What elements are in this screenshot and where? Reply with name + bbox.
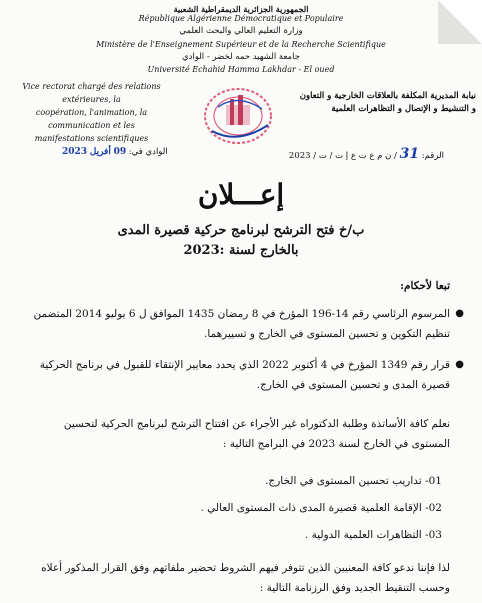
republic-ar: الجمهورية الجزائرية الديمقراطية الشعبية bbox=[173, 4, 309, 14]
list-item: 02- الإقامة العلمية قصيرة المدى ذات المستوى العالي . bbox=[200, 502, 442, 514]
date-month: أفريل bbox=[89, 147, 111, 157]
announcement-title: إعـــلان bbox=[197, 178, 285, 211]
paragraph-announcement: نعلم كافة الأساتذة وطلبة الدكتوراه غير الأجراء عن افتتاح الترشح لبرنامج الحركية لتحسين المستوى في الخارج لسنة 2023 في البرامج التالية : bbox=[63, 418, 450, 450]
bullet-icon: ● bbox=[455, 359, 464, 370]
republic-fr: République Algérienne Démocratique et Populaire bbox=[138, 14, 344, 23]
list-item: 03- التظاهرات العلمية الدولية . bbox=[304, 529, 442, 541]
ref-number: 31 bbox=[399, 146, 420, 162]
list-item: 01- تداريب تحسين المستوى في الخارج. bbox=[265, 475, 442, 487]
date-line bbox=[62, 147, 168, 157]
announcement-subtitle-1: ب/خ فتح الترشح لبرنامج حركية قصيرة المدى bbox=[117, 223, 365, 238]
date-day: 09 bbox=[113, 147, 127, 157]
according-to-heading: تبعا لأحكام: bbox=[400, 280, 450, 292]
date-prefix: الوادي في: bbox=[128, 147, 168, 157]
ministry-fr: Ministère de l'Enseignement Supérieur et de la Recherche Scientifique bbox=[96, 40, 386, 49]
announcement-subtitle-2: بالخارج لسنة :2023 bbox=[183, 243, 299, 258]
bullet-item-decree: ● المرسوم الرئاسي رقم 14-196 المؤرخ في 8 رمضان 1435 الموافق ل 6 يوليو 2014 المتضمن تنظيم التكوين و تحسين المستوى في الخارج و تسييرهما. bbox=[24, 304, 450, 344]
paragraph-invitation: لذا فإننا ندعو كافة المعنيين الذين تتوفر فيهم الشروط تحضير ملفاتهم وفق القرار المذكور أعلاه وحسب التنقيط الجديد وفق الرزنامة التالية : bbox=[41, 562, 450, 594]
bullet-icon: ● bbox=[455, 308, 464, 319]
university-seal-icon bbox=[198, 85, 278, 147]
vice-rectorate-fr: Vice rectorat chargé des relations extérieures, la coopération, l'animation, la communication et les manifestations scientifiques bbox=[22, 82, 161, 143]
ministry-ar: وزارة التعليم العالي والبحث العلمي bbox=[179, 26, 303, 36]
reference-line bbox=[289, 146, 444, 162]
vice-rectorate-ar: نيابة المديرية المكلفة بالعلاقات الخارجية و التعاون و التنشيط و الإتصال و التظاهرات العلمية bbox=[299, 91, 476, 114]
ref-prefix: الرقم: bbox=[421, 151, 444, 161]
ref-suffix: / ن م ع ت ع إ ت / ت / 2023 bbox=[288, 151, 397, 161]
bullet-item-resolution: ● قرار رقم 1349 المؤرخ في 4 أكتوبر 2022 الذي يحدد معايير الإنتقاء للقبول في برنامج الحركية قصيرة المدى و تحسين المستوى في الخارج. bbox=[24, 355, 450, 395]
university-ar: جامعة الشهيد حمه لخضر - الوادي bbox=[182, 52, 300, 62]
university-fr: Université Echahid Hamma Lakhdar - El oued bbox=[147, 65, 335, 74]
date-year: 2023 bbox=[62, 147, 88, 157]
